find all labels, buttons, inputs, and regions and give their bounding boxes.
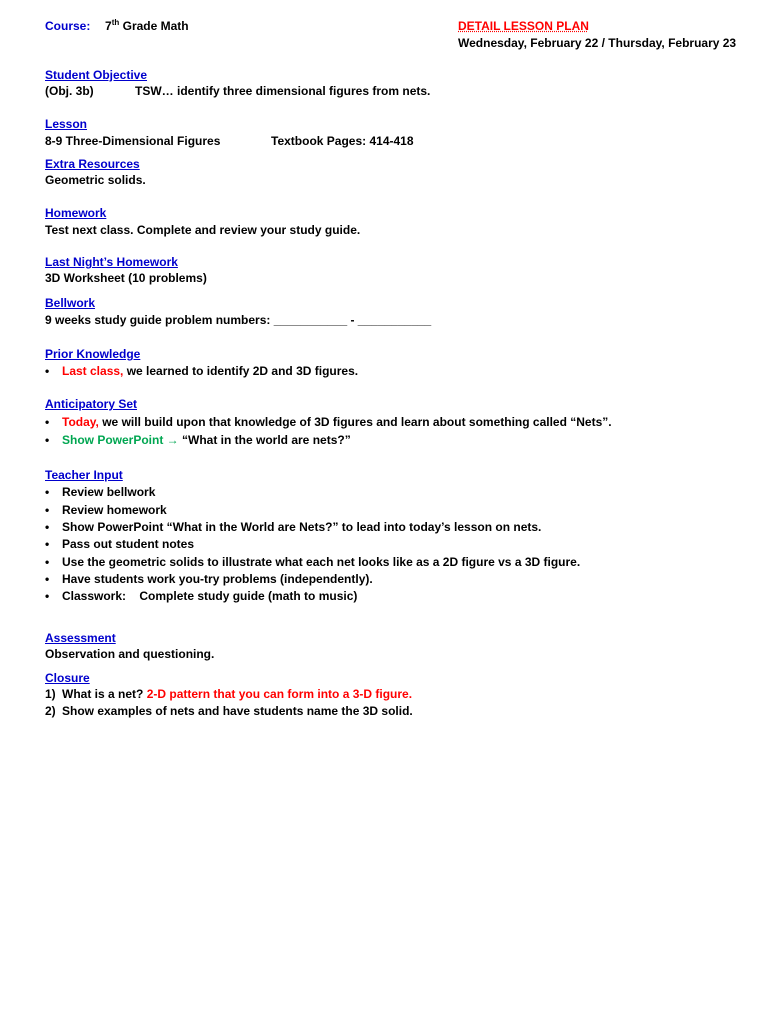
- bullet: •: [45, 485, 50, 499]
- bullet: •: [45, 555, 50, 569]
- teacher-input-text: Review homework: [62, 503, 167, 517]
- objective-id: (Obj. 3b): [45, 84, 94, 98]
- textbook-pages: Textbook Pages: 414-418: [271, 134, 414, 148]
- bullet: •: [45, 572, 50, 586]
- bullet: •: [45, 537, 50, 551]
- last-nights-homework-text: 3D Worksheet (10 problems): [45, 271, 207, 285]
- teacher-input-item: [0, 502, 768, 518]
- anticipatory-today-lead: Today,: [62, 415, 99, 429]
- powerpoint-title: “What in the world are nets?”: [182, 433, 351, 447]
- course-label: Course:: [45, 19, 91, 33]
- arrow-right-icon: →: [163, 433, 183, 447]
- teacher-input-text: Review bellwork: [62, 485, 156, 499]
- homework-text: Test next class. Complete and review your study guide.: [45, 223, 361, 237]
- teacher-input-text: Pass out student notes: [62, 537, 195, 551]
- prior-knowledge-lead: Last class,: [62, 364, 124, 378]
- student-objective-heading: Student Objective: [45, 68, 148, 82]
- prior-knowledge-text: we learned to identify 2D and 3D figures.: [123, 364, 359, 378]
- closure-item: [0, 686, 768, 702]
- lesson-heading: Lesson: [45, 117, 88, 131]
- assessment-text: Observation and questioning.: [45, 647, 215, 661]
- teacher-input-item: [0, 519, 768, 535]
- bullet: •: [45, 520, 50, 534]
- teacher-input-text: Classwork: Complete study guide (math to music): [62, 589, 358, 603]
- closure-answer: 2-D pattern that you can form into a 3-D figure.: [146, 687, 413, 701]
- teacher-input-item: [0, 588, 768, 604]
- closure-number: 2): [45, 704, 56, 718]
- teacher-input-item: [0, 571, 768, 587]
- extra-resources-text: Geometric solids.: [45, 173, 146, 187]
- plan-title: DETAIL LESSON PLAN: [458, 19, 589, 33]
- bullet: •: [45, 415, 50, 429]
- teacher-input-item: [0, 554, 768, 570]
- homework-heading: Homework: [45, 206, 107, 220]
- bullet: •: [45, 433, 50, 447]
- plan-dates: Wednesday, February 22 / Thursday, February 23: [458, 36, 737, 50]
- anticipatory-item: [0, 414, 768, 430]
- bullet: •: [45, 503, 50, 517]
- bellwork-text: 9 weeks study guide problem numbers: ___________ - ___________: [45, 313, 432, 327]
- prior-knowledge-heading: Prior Knowledge: [45, 347, 141, 361]
- last-nights-homework-heading: Last Night’s Homework: [45, 255, 178, 269]
- grade-suffix: th: [111, 18, 120, 27]
- extra-resources-heading: Extra Resources: [45, 157, 140, 171]
- grade-number: 7: [105, 19, 112, 33]
- teacher-input-item: [0, 536, 768, 552]
- closure-text: Show examples of nets and have students name the 3D solid.: [62, 704, 413, 718]
- assessment-heading: Assessment: [45, 631, 116, 645]
- closure-number: 1): [45, 687, 56, 701]
- lesson-title: 8-9 Three-Dimensional Figures: [45, 134, 221, 148]
- teacher-input-heading: Teacher Input: [45, 468, 123, 482]
- objective-text: TSW… identify three dimensional figures from nets.: [135, 84, 431, 98]
- teacher-input-text: Use the geometric solids to illustrate what each net looks like as a 2D figure vs a 3D figure.: [62, 555, 581, 569]
- closure-question: What is a net?: [62, 687, 147, 701]
- anticipatory-item: [0, 432, 768, 448]
- course-line: [45, 18, 189, 34]
- teacher-input-item: [0, 484, 768, 500]
- closure-heading: Closure: [45, 671, 90, 685]
- prior-knowledge-item: [0, 363, 768, 379]
- teacher-input-text: Show PowerPoint “What in the World are Nets?” to lead into today’s lesson on nets.: [62, 520, 542, 534]
- bellwork-heading: Bellwork: [45, 296, 96, 310]
- bullet: •: [45, 364, 50, 378]
- anticipatory-set-heading: Anticipatory Set: [45, 397, 138, 411]
- teacher-input-text: Have students work you-try problems (independently).: [62, 572, 373, 586]
- bullet: •: [45, 589, 50, 603]
- show-powerpoint-lead: Show PowerPoint: [62, 433, 164, 447]
- anticipatory-today-text: we will build upon that knowledge of 3D figures and learn about something called “Nets”.: [98, 415, 612, 429]
- grade-name: Grade Math: [119, 19, 189, 33]
- closure-item: [0, 703, 768, 719]
